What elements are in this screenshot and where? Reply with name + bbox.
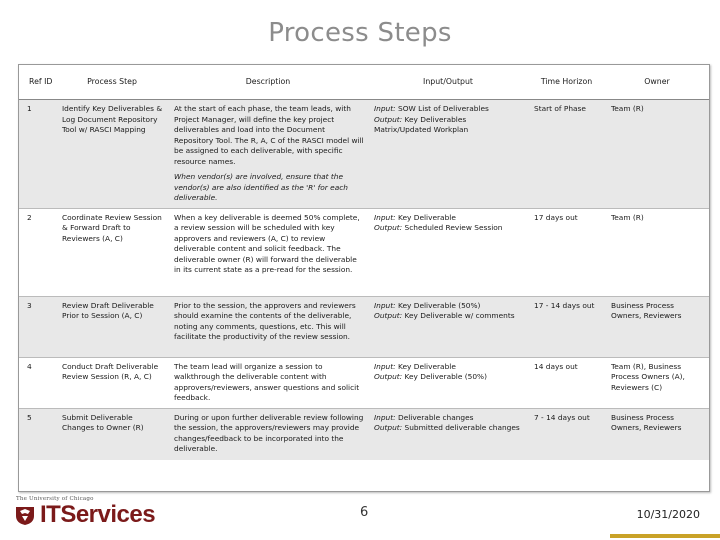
input-output-cell (368, 208, 528, 296)
step-cell: Conduct Draft Deliverable Review Session (R, A, C) (56, 357, 168, 408)
time-cell: 14 days out (528, 357, 605, 408)
input-value: SOW List of Deliverables (398, 104, 489, 113)
footer-accent-rule (610, 534, 720, 538)
input-value: Key Deliverable (398, 361, 456, 371)
time-cell: 17 days out (528, 208, 605, 296)
table-row (19, 100, 709, 209)
owner-cell: Team (R) (605, 208, 709, 296)
ref-cell: 5 (19, 408, 56, 460)
page-number: 6 (360, 505, 369, 520)
description-note: When vendor(s) are involved, ensure that the vendor(s) are also identified as the 'R' for each deliverable. (174, 172, 348, 203)
description-text: The team lead will organize a session to walkthrough the deliverable content with approvers/reviewers, answer questions and solicit feedback. (174, 361, 360, 403)
output-label: Output: (374, 423, 403, 433)
owner-cell: Team (R) (605, 100, 709, 209)
input-value: Key Deliverable (398, 212, 456, 222)
header-description: Description (168, 65, 368, 100)
description-text: During or upon further deliverable review following the session, the approvers/reviewers may provide changes/feedback to be incorporated into the deliverable. (174, 412, 364, 454)
output-label: Output: (374, 372, 403, 382)
ref-cell: 4 (19, 357, 56, 408)
output-value: Key Deliverable w/ comments (404, 311, 515, 321)
description-cell (168, 296, 368, 357)
input-output-cell (368, 357, 528, 408)
output-value: Key Deliverable (50%) (404, 372, 487, 382)
table-row (19, 357, 709, 408)
output-label: Output: (374, 223, 403, 233)
table-header-row (19, 65, 709, 100)
output-label: Output: (374, 114, 403, 124)
ref-cell: 3 (19, 296, 56, 357)
time-cell: 7 - 14 days out (528, 408, 605, 460)
output-value: Scheduled Review Session (404, 223, 503, 233)
input-label: Input: (374, 104, 396, 113)
input-value: Key Deliverable (50%) (398, 300, 481, 310)
table-row (19, 408, 709, 460)
header-ref-id: Ref ID (19, 65, 56, 100)
step-cell: Review Draft Deliverable Prior to Session (A, C) (56, 296, 168, 357)
step-cell: Coordinate Review Session & Forward Draft to Reviewers (A, C) (56, 208, 168, 296)
step-cell: Submit Deliverable Changes to Owner (R) (56, 408, 168, 460)
process-steps-table (18, 64, 710, 492)
page-title: Process Steps (268, 18, 452, 48)
ref-cell: 2 (19, 208, 56, 296)
footer-date: 10/31/2020 (636, 508, 700, 521)
time-cell: 17 - 14 days out (528, 296, 605, 357)
step-cell: Identify Key Deliverables & Log Document Repository Tool w/ RASCI Mapping (56, 100, 168, 209)
description-cell (168, 408, 368, 460)
owner-cell: Business Process Owners, Reviewers (605, 296, 709, 357)
input-label: Input: (374, 412, 396, 422)
output-value: Submitted deliverable changes (404, 423, 520, 433)
table-row (19, 208, 709, 296)
description-cell (168, 208, 368, 296)
input-output-cell (368, 296, 528, 357)
header-process-step: Process Step (56, 65, 168, 100)
input-label: Input: (374, 361, 396, 371)
description-cell (168, 100, 368, 209)
it-services-logo (14, 496, 174, 530)
input-label: Input: (374, 300, 396, 310)
output-value: Key Deliverables Matrix/Updated Workplan (374, 114, 469, 135)
header-time-horizon: Time Horizon (528, 65, 605, 100)
time-cell: Start of Phase (528, 100, 605, 209)
input-output-cell (368, 100, 528, 209)
input-value: Deliverable changes (398, 412, 474, 422)
output-label: Output: (374, 311, 403, 321)
university-name: The University of Chicago (16, 496, 94, 502)
ref-cell: 1 (19, 100, 56, 209)
header-owner: Owner (605, 65, 709, 100)
description-cell (168, 357, 368, 408)
description-text: Prior to the session, the approvers and reviewers should examine the contents of the deliverable, noting any comments, questions, etc. This will facilitate the productivity of the review session. (174, 300, 356, 342)
input-output-cell (368, 408, 528, 460)
logo-wordmark: ITServices (40, 501, 156, 528)
description-text: When a key deliverable is deemed 50% complete, a review session will be scheduled with key approvers and reviewers (A, C) to review deliverable content and solicit feedback. The deliverable owner (R) will forward the deliverable in its current state as a pre-read for the session. (174, 212, 360, 275)
header-input-output: Input/Output (368, 65, 528, 100)
table-row (19, 296, 709, 357)
owner-cell: Team (R), Business Process Owners (A), Reviewers (C) (605, 357, 709, 408)
input-label: Input: (374, 212, 396, 222)
owner-cell: Business Process Owners, Reviewers (605, 408, 709, 460)
phoenix-shield-icon (14, 504, 36, 531)
description-text: At the start of each phase, the team leads, with Project Manager, will define the key project deliverables and load into the Document Repository Tool. The R, A, C of the RASCI model will be assigned to each deliverable, with specific resource names. (174, 104, 364, 166)
